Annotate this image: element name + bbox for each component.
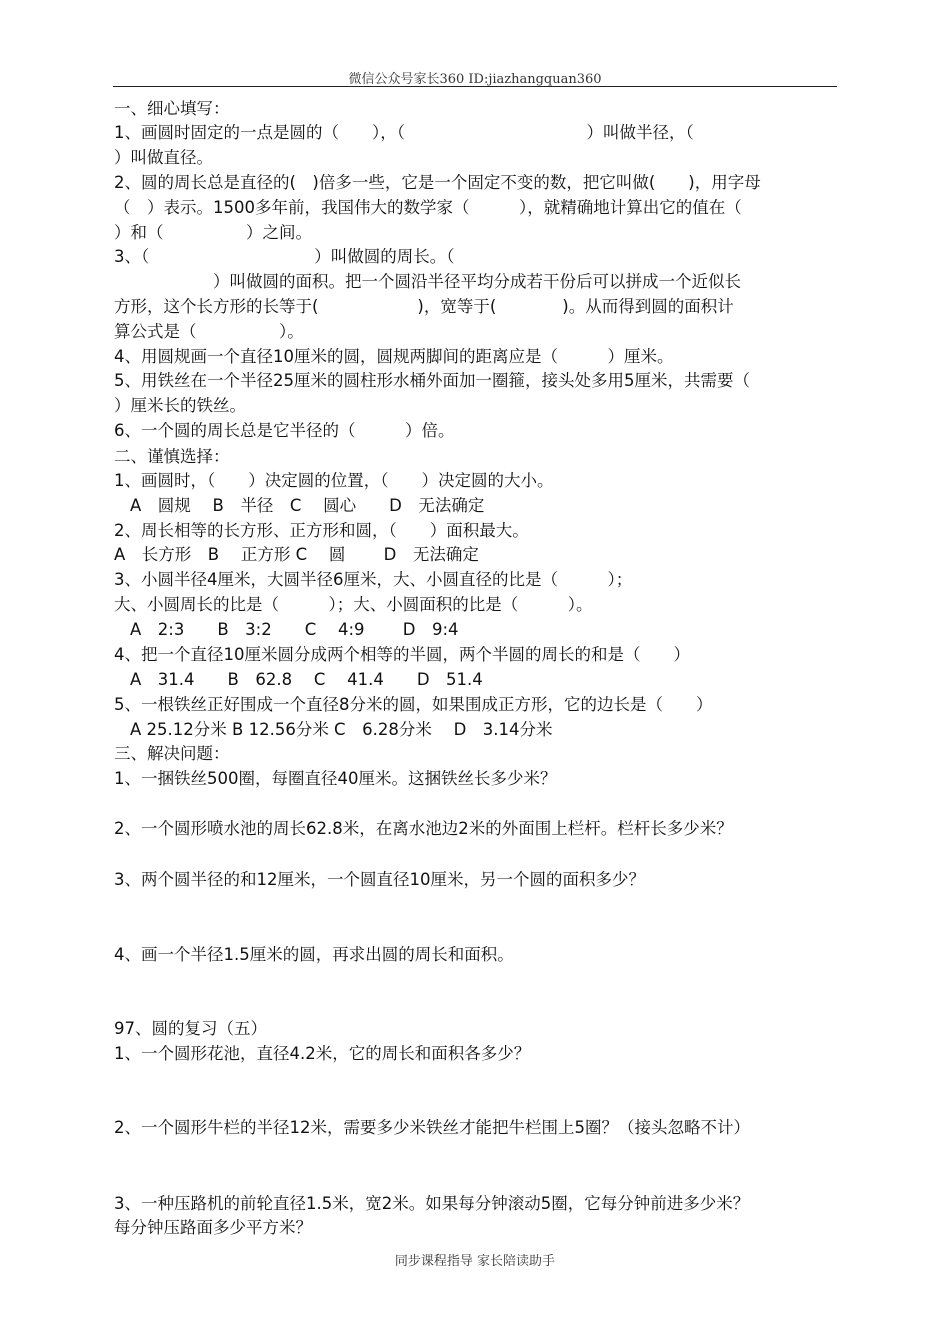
- section-title-choice: 二、谨慎选择：: [114, 447, 230, 466]
- question-line: 算公式是（ ）。: [114, 322, 304, 341]
- question-line: ）和（ ）之间。: [114, 223, 312, 242]
- review-section-title: 97、圆的复习（五）: [114, 1019, 267, 1038]
- problem-line: 每分钟压路面多少平方米？: [114, 1218, 312, 1237]
- problem-line: 2、一个圆形喷水池的周长62.8米，在离水池边2米的外面围上栏杆。栏杆长多少米？: [114, 819, 733, 838]
- question-line: 方形，这个长方形的长等于( )，宽等于( )。从而得到圆的面积计: [114, 297, 734, 316]
- section-title-problems: 三、解决问题：: [114, 744, 230, 763]
- question-line: 3、（ ）叫做圆的周长。（: [114, 247, 455, 266]
- question-line: 1、画圆时，（ ）决定圆的位置，（ ）决定圆的大小。: [114, 471, 554, 490]
- question-line: （ ）表示。1500多年前，我国伟大的数学家（ ），就精确地计算出它的值在（: [114, 198, 742, 217]
- choice-options: A 长方形 B 正方形 C 圆 D 无法确定: [114, 545, 479, 564]
- question-line: ）厘米长的铁丝。: [114, 396, 246, 415]
- choice-options: A 2:3 B 3:2 C 4:9 D 9:4: [130, 620, 459, 639]
- problem-line: 1、一捆铁丝500圈，每圈直径40厘米。这捆铁丝长多少米？: [114, 769, 557, 788]
- section-title-fill-in: 一、细心填写：: [114, 99, 230, 118]
- question-line: 5、用铁丝在一个半径25厘米的圆柱形水桶外面加一圈箍，接头处多用5厘米，共需要（: [114, 371, 750, 390]
- page-footer: 同步课程指导 家长陪读助手: [394, 1254, 556, 1269]
- question-line: 5、一根铁丝正好围成一个直径8分米的圆，如果围成正方形，它的边长是（ ）: [114, 695, 713, 714]
- problem-line: 2、一个圆形牛栏的半径12米，需要多少米铁丝才能把牛栏围上5圈？（接头忽略不计）: [114, 1118, 750, 1137]
- problem-line: 4、画一个半径1.5厘米的圆，再求出圆的周长和面积。: [114, 945, 514, 964]
- question-line: 1、画圆时固定的一点是圆的（ ），（ ）叫做半径，（: [114, 123, 694, 142]
- question-line: 3、小圆半径4厘米，大圆半径6厘米，大、小圆直径的比是（ ）；: [114, 570, 633, 589]
- question-line: 大、小圆周长的比是（ ）；大、小圆面积的比是（ ）。: [114, 595, 593, 614]
- question-line: 4、把一个直径10厘米圆分成两个相等的半圆，两个半圆的周长的和是（ ）: [114, 645, 690, 664]
- choice-options: A 25.12分米 B 12.56分米 C 6.28分米 D 3.14分米: [130, 720, 553, 739]
- question-line: 4、用圆规画一个直径10厘米的圆，圆规两脚间的距离应是（ ）厘米。: [114, 347, 674, 366]
- question-line: 2、圆的周长总是直径的( )倍多一些，它是一个固定不变的数，把它叫做( )，用字母: [114, 173, 761, 192]
- problem-line: 3、两个圆半径的和12厘米，一个圆直径10厘米，另一个圆的面积多少？: [114, 870, 645, 889]
- header-rule: [113, 86, 837, 87]
- question-line: ）叫做直径。: [114, 148, 213, 167]
- choice-options: A 圆规 B 半径 C 圆心 D 无法确定: [130, 496, 485, 515]
- page-header: 微信公众号家长360 ID:jiazhangquan360: [348, 72, 602, 87]
- problem-line: 1、一个圆形花池，直径4.2米，它的周长和面积各多少？: [114, 1044, 531, 1063]
- choice-options: A 31.4 B 62.8 C 41.4 D 51.4: [130, 670, 483, 689]
- question-line: ）叫做圆的面积。把一个圆沿半径平均分成若干份后可以拼成一个近似长: [114, 272, 741, 291]
- question-line: 2、周长相等的长方形、正方形和圆，（ ）面积最大。: [114, 521, 529, 540]
- question-line: 6、一个圆的周长总是它半径的（ ）倍。: [114, 421, 455, 440]
- problem-line: 3、一种压路机的前轮直径1.5米，宽2米。如果每分钟滚动5圈，它每分钟前进多少米？: [114, 1194, 750, 1213]
